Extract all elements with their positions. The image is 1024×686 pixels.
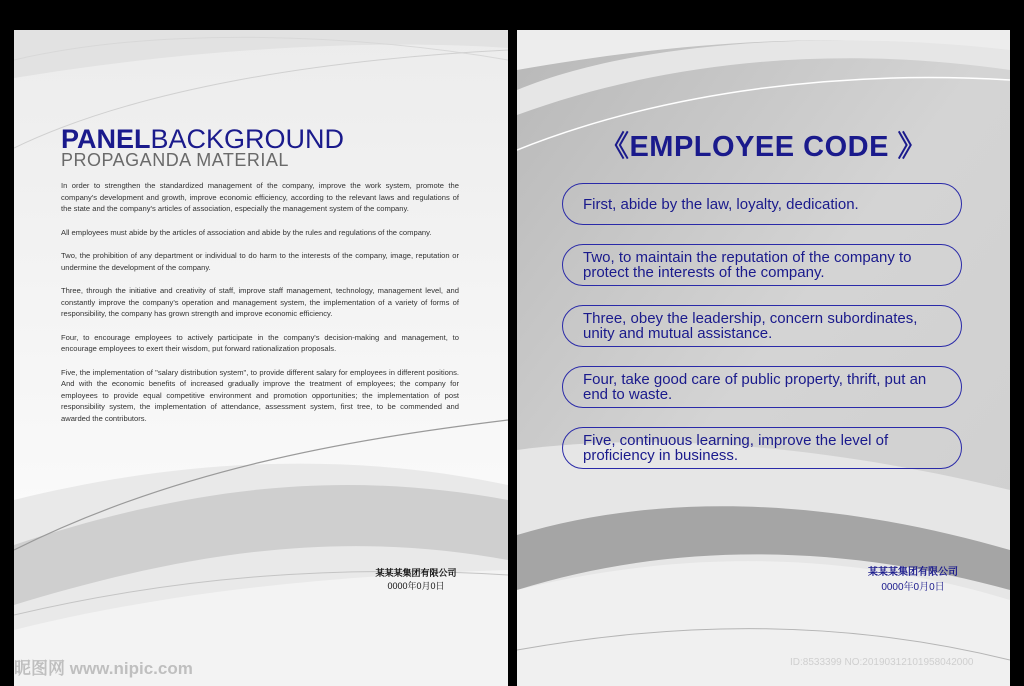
code-item-2 xyxy=(562,244,962,286)
code-item-text: Four, take good care of public property, thrift, put an end to waste. xyxy=(583,371,927,403)
site-watermark: 昵图网 www.nipic.com xyxy=(14,659,193,678)
paragraph: In order to strengthen the standardized management of the company, improve the work system, promote the company's development and growth, improve economic efficiency, according to the relevant laws and regulations of the state and the company's articles of association, especially the management system of the company. xyxy=(61,181,459,213)
paragraph: All employees must abide by the articles of association and abide by the rules and regulations of the company. xyxy=(61,227,432,237)
paragraph: Three, through the initiative and creativity of staff, improve staff management, technology, management level, and constantly improve the company's operation and management system, the implementation of a variety of forms of responsibility, the company has grown strength and improve economic efficiency. xyxy=(61,286,459,318)
company-name: 某某某集团有限公司 xyxy=(375,568,457,578)
employee-code-title: 《EMPLOYEE CODE 》 xyxy=(599,131,928,163)
code-item-text: Five, continuous learning, improve the level of proficiency in business. xyxy=(583,432,889,464)
id-watermark: ID:8533399 NO:20190312101958042000 xyxy=(790,657,974,668)
title-rest-part: BACKGROUND xyxy=(150,124,345,154)
code-item-5 xyxy=(562,427,962,469)
code-item-text: Two, to maintain the reputation of the company to protect the interests of the company. xyxy=(583,249,912,281)
date: 0000年0月0日 xyxy=(881,582,945,593)
title-bold-part: PANEL xyxy=(61,124,151,154)
date: 0000年0月0日 xyxy=(387,581,445,591)
left-panel xyxy=(14,30,508,686)
code-item-text: Three, obey the leadership, concern subordinates, unity and mutual assistance. xyxy=(583,310,918,342)
code-item-3 xyxy=(562,305,962,347)
code-item-4 xyxy=(562,366,962,408)
code-item-text: First, abide by the law, loyalty, dedication. xyxy=(583,195,859,213)
body-text xyxy=(61,180,459,436)
company-name: 某某某集团有限公司 xyxy=(868,567,958,578)
code-item-1 xyxy=(562,183,962,225)
right-panel xyxy=(517,30,1010,686)
paragraph: Five, the implementation of "salary distribution system", to provide different salary for employees in different positions. And with the economic benefits of increased gradually improve the treatment of employees; the company for employees to provide equal competitive environment and promotion opportunities; the implementation of post responsibility system, the implementation of attendance, assessment system, first tree, to be commended and awarded the contributors. xyxy=(61,367,459,423)
paragraph: Two, the prohibition of any department or individual to do harm to the interests of the company, image, reputation or undermine the development of the company. xyxy=(61,251,459,272)
paragraph: Four, to encourage employees to actively participate in the company's decision-making and management, to encourage employees to exert their wisdom, put forward rationalization proposals. xyxy=(61,332,459,353)
panel-subtitle: PROPAGANDA MATERIAL xyxy=(61,150,289,170)
